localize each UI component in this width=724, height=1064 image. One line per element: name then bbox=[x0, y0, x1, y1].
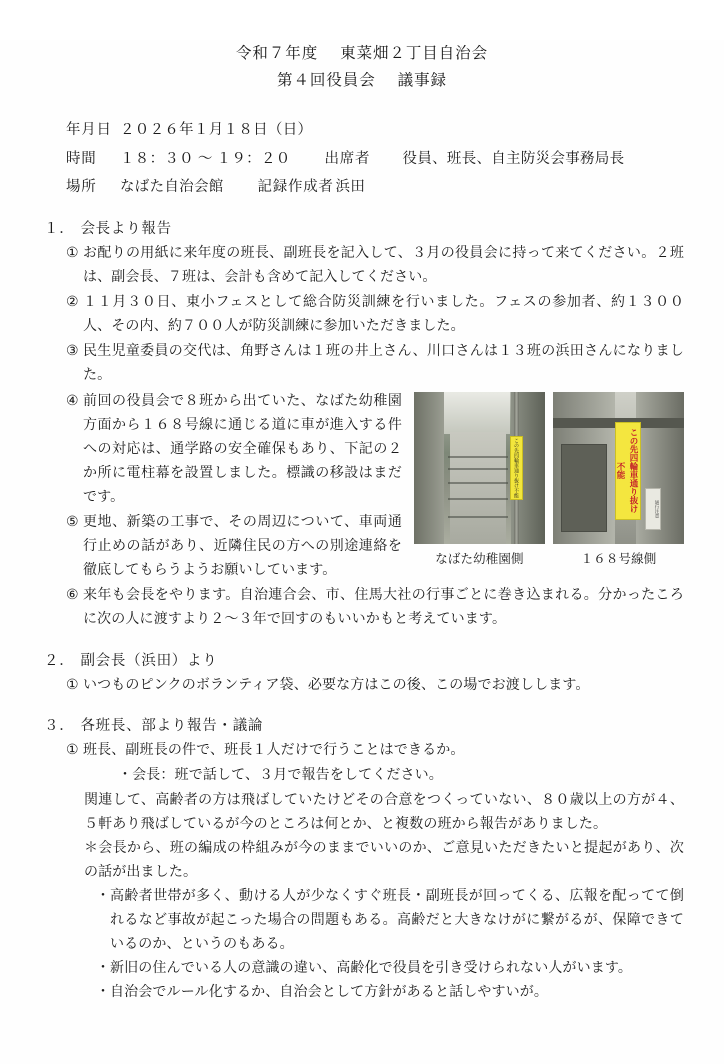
item-marker: ④ bbox=[66, 393, 79, 409]
item-text: 班長、副班長の件で、班長１人だけで行うことはできるか。 bbox=[83, 743, 465, 759]
photo-nabata-kindergarten-side bbox=[414, 392, 545, 544]
banner-sign-text: この先四輪車通り抜け不能 bbox=[615, 422, 641, 520]
item-marker: ② bbox=[66, 295, 79, 311]
section-3 bbox=[0, 714, 724, 1005]
meta-attendees bbox=[325, 145, 625, 173]
recorder-label: 記録作成者 bbox=[257, 178, 334, 195]
meta-row-time bbox=[66, 145, 724, 173]
section-3-number: ３． bbox=[44, 718, 75, 735]
item-marker: ⑥ bbox=[66, 588, 79, 604]
section-3-items bbox=[44, 739, 684, 1005]
item-text: 前回の役員会で８班から出ていた、なばた幼稚園方面から１６８号線に通じる道に車が進入する件への対応は、通学路の安全確保もあり、下記の２か所に電柱幕を設置しました。標識の移設はまだです。 bbox=[83, 393, 402, 505]
section-2-heading bbox=[44, 649, 684, 670]
document-title bbox=[0, 40, 724, 94]
list-item bbox=[66, 242, 684, 290]
bullet-dot-icon: ・ bbox=[96, 888, 111, 904]
bullet-text: 新旧の住んでいる人の意識の違い、高齢化で役員を引き受けられない人がいます。 bbox=[110, 961, 633, 977]
list-item bbox=[66, 674, 684, 698]
meta-recorder bbox=[258, 173, 366, 201]
document-page bbox=[0, 40, 724, 1064]
item-text: 民生児童委員の交代は、角野さんは１班の井上さん、川口さんは１３班の浜田さんになりました。 bbox=[83, 344, 684, 384]
section-1-items bbox=[44, 242, 684, 632]
secondary-sign-text: 通行注意 bbox=[645, 488, 661, 530]
list-item bbox=[66, 390, 402, 510]
section-2-title: 副会長（浜田）より bbox=[80, 653, 218, 670]
item-marker: ① bbox=[66, 743, 79, 759]
section-3-title: 各班長、部より報告・議論 bbox=[80, 718, 264, 735]
item-text: いつものピンクのボランティア袋、必要な方はこの後、この場でお渡しします。 bbox=[83, 678, 590, 694]
item-text: お配りの用紙に来年度の班長、副班長を記入して、３月の役員会に持って来てください。２班は、副会長、７班は、会計も含めて記入してください。 bbox=[83, 246, 684, 286]
photo-captions bbox=[414, 549, 684, 567]
attendees-label: 出席者 bbox=[324, 150, 371, 167]
date-label: 年月日 bbox=[66, 122, 112, 139]
bullet-dot-icon: ・ bbox=[96, 961, 111, 977]
section-2-items bbox=[44, 674, 684, 698]
recorder-value: 浜田 bbox=[335, 178, 366, 195]
item-marker: ① bbox=[66, 246, 79, 262]
title-line-1 bbox=[0, 40, 724, 67]
section-2-number: ２． bbox=[44, 653, 75, 670]
bullet-item bbox=[66, 957, 684, 981]
date-value: ２０２６年１月１８日（日） bbox=[120, 122, 313, 139]
item-text: 更地、新築の工事で、その周辺について、車両通行止めの話があり、近隣住民の方への別途連絡を徹底してもらうようお願いしています。 bbox=[83, 514, 402, 579]
list-item bbox=[66, 340, 684, 388]
section-2 bbox=[0, 649, 724, 698]
meta-row-date bbox=[66, 116, 724, 144]
association-name: 東菜畑２丁目自治会 bbox=[340, 45, 489, 62]
photo-caption: １６８号線側 bbox=[580, 551, 657, 566]
item-marker: ⑤ bbox=[66, 514, 79, 530]
bullet-item bbox=[66, 885, 684, 957]
title-line-2 bbox=[0, 67, 724, 94]
attendees-value: 役員、班長、自主防災会事務局長 bbox=[402, 150, 625, 167]
paragraph-related-report: 関連して、高齢者の方は飛ばしていたけどその合意をつくっていない、８０歳以上の方が４、５軒あり飛ばしているが今のところは何とか、と複数の班から報告がありました。 bbox=[84, 792, 684, 832]
meta-row-place bbox=[66, 173, 724, 201]
bullet-item bbox=[66, 981, 684, 1005]
list-item bbox=[66, 291, 684, 339]
meeting-metadata bbox=[0, 116, 724, 201]
bullet-text: 自治会でルール化するか、自治会として方針があると話しやすいが。 bbox=[110, 985, 549, 1001]
section-3-heading bbox=[44, 714, 684, 735]
item-marker: ① bbox=[66, 678, 79, 694]
item-text: 来年も会長をやります。自治連合会、市、住馬大社の行事ごとに巻き込まれる。分かったころに次の人に渡すより２～３年で回すのもいいかもと考えています。 bbox=[83, 588, 684, 628]
paragraph-chairman-proposal: ＊会長から、班の編成の枠組みが今のままでいいのか、ご意見いただきたいと提起があり、次の話が出ました。 bbox=[84, 840, 684, 880]
list-item bbox=[66, 739, 684, 763]
section-1 bbox=[0, 217, 724, 633]
item-marker: ③ bbox=[66, 344, 79, 360]
photo-caption: なばた幼稚園側 bbox=[435, 551, 524, 566]
item-text: １１月３０日、東小フェスとして総合防災訓練を行いました。フェスの参加者、約１３００人、その内、約７００人が防災訓練に参加いただきました。 bbox=[83, 295, 684, 335]
banner-sign-text: この先四輪車通り抜け不能 bbox=[510, 436, 523, 500]
section-1-heading bbox=[44, 217, 684, 238]
place-label: 場所 bbox=[66, 178, 97, 195]
time-label: 時間 bbox=[66, 150, 97, 167]
photo-figure-group bbox=[414, 392, 684, 567]
time-value: １８：３０ ～ １９：２０ bbox=[120, 150, 291, 167]
meeting-number: 第４回役員会 bbox=[277, 72, 376, 90]
bullet-dot-icon: ・ bbox=[96, 985, 111, 1001]
fiscal-year: 令和７年度 bbox=[235, 45, 319, 62]
photo-route-168-side bbox=[553, 392, 684, 544]
bullet-text: 高齢者世帯が多く、動ける人が少なくすぐ班長・副班長が回ってくる、広報を配ってて倒れるなど事故が起こった場合の問題もある。高齢だと大きなけがに繋がるが、保障できているのか、というのもある。 bbox=[110, 888, 684, 952]
place-value: なばた自治会館 bbox=[120, 178, 224, 195]
document-type: 議事録 bbox=[397, 72, 447, 90]
list-item bbox=[66, 584, 684, 632]
photo-row bbox=[414, 392, 684, 544]
section-1-number: １． bbox=[44, 221, 75, 238]
list-item bbox=[66, 511, 402, 583]
section-1-title: 会長より報告 bbox=[80, 221, 172, 238]
sub-item-chairman-comment: ・会長：班で話して、３月で報告をしてください。 bbox=[118, 768, 443, 784]
